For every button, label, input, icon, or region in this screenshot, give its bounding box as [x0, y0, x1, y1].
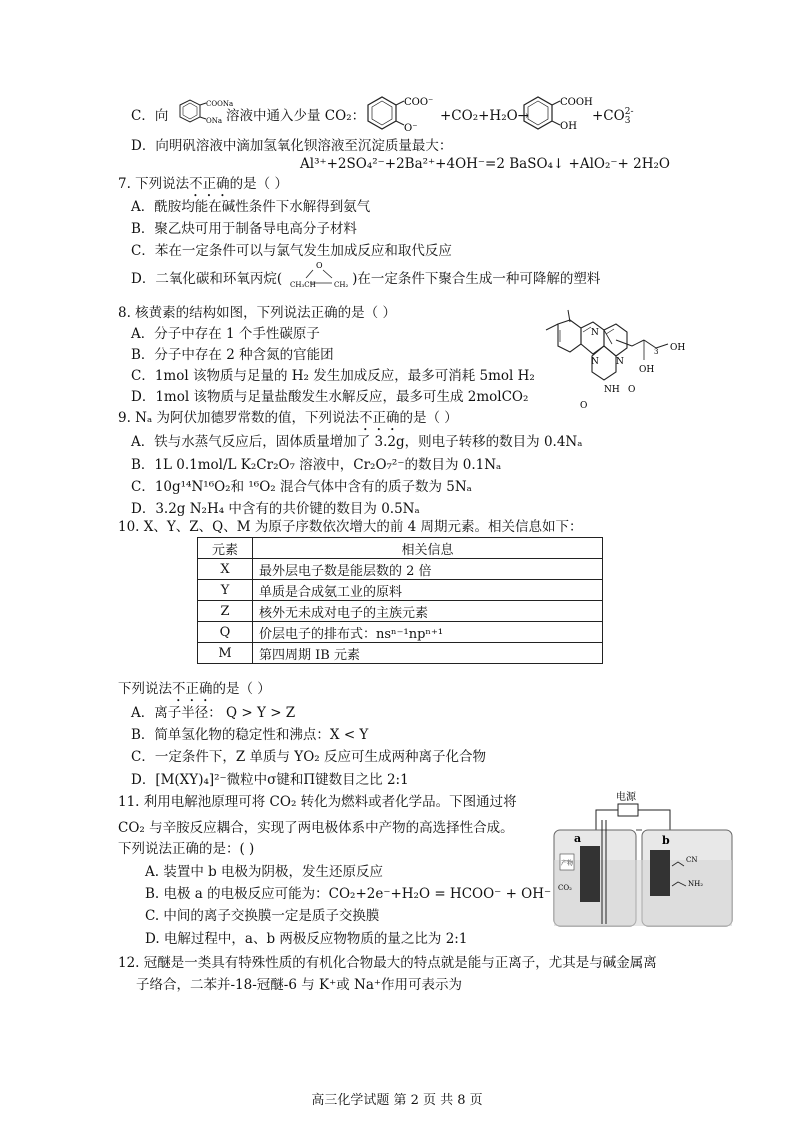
- q9-option-c: C．10g¹⁴N¹⁶O₂和 ¹⁶O₂ 混合气体中含有的质子数为 5Nₐ: [131, 479, 472, 495]
- q8-option-d: D．1mol 该物质与足量盐酸发生水解反应，最多可生成 2molCO₂: [131, 389, 529, 405]
- riboflavin-3: 3: [654, 348, 659, 356]
- q11-option-b: B. 电极 a 的电极反应可能为：CO₂+2e⁻+H₂O = HCOO⁻ + OH⁻: [145, 886, 552, 902]
- epoxide-o: O: [316, 261, 323, 270]
- label-cooh: COOH: [560, 97, 593, 108]
- page-footer: 高三化学试题 第 2 页 共 8 页: [311, 1093, 483, 1108]
- table-cell: X: [198, 559, 253, 580]
- label-coo-minus: COO⁻: [404, 97, 434, 108]
- q9-stem: 9. Nₐ 为阿伏加德罗常数的值，下列说法不正确的是（ ）: [118, 410, 458, 426]
- amine-label: NH₂: [688, 880, 704, 888]
- epoxide-ch3ch: CH₃CH: [290, 281, 316, 289]
- q10-question: 下列说法不正确的是（ ）: [118, 681, 271, 697]
- power-supply-label: 电源: [616, 792, 636, 803]
- q10-option-b: B．简单氢化物的稳定性和沸点：X < Y: [131, 727, 369, 743]
- nitrile-label: CN: [686, 856, 698, 864]
- q11-stem-3: 下列说法正确的是：( ): [118, 841, 255, 857]
- q12-line-2: 子络合，二苯并-18-冠醚-6 与 K⁺或 Na⁺作用可表示为: [136, 977, 463, 993]
- q10-option-a: A．离子半径： Q > Y > Z: [131, 705, 296, 721]
- q7-option-a: A．酰胺均能在碱性条件下水解得到氨气: [131, 199, 371, 215]
- q8-option-c: C．1mol 该物质与足量的 H₂ 发生加成反应，最多可消耗 5mol H₂: [131, 368, 535, 384]
- table-row: [198, 580, 603, 601]
- table-header-cell: 元素: [198, 538, 253, 559]
- q6-d-equation: Al³⁺+2SO₄²⁻+2Ba²⁺+4OH⁻=2 BaSO₄↓ +AlO₂⁻+ 2H₂O: [300, 156, 670, 172]
- q8-stem: 8. 核黄素的结构如图，下列说法正确的是（ ）: [118, 305, 396, 321]
- q6-c-tail2: +CO 2- 3: [592, 106, 634, 126]
- table-cell: Y: [198, 580, 253, 601]
- q9-option-a: A．铁与水蒸气反应后，固体质量增加了 3.2g，则电子转移的数目为 0.4Nₐ: [131, 434, 583, 450]
- salicylate-ion-structure: [360, 93, 440, 135]
- q6-d-text: D．向明矾溶液中滴加氢氧化钡溶液至沉淀质量最大：: [131, 138, 453, 154]
- q6-c-tail1: +CO₂+H₂O→: [440, 108, 529, 124]
- riboflavin-o2: O: [628, 385, 636, 395]
- table-cell: Q: [198, 622, 253, 643]
- riboflavin-n1: N: [591, 328, 599, 338]
- riboflavin-oh1: OH: [670, 343, 686, 353]
- label-coona: COONa: [206, 100, 234, 108]
- q6-c-prefix: C．向: [131, 108, 169, 124]
- table-cell: Z: [198, 601, 253, 622]
- riboflavin-structure: [536, 300, 696, 420]
- label-ona: ONa: [206, 117, 223, 125]
- table-row: [198, 559, 603, 580]
- salicylic-acid-structure: [516, 93, 592, 135]
- label-oh: OH: [560, 121, 577, 132]
- q7-option-b: B．聚乙炔可用于制备导电高分子材料: [131, 221, 357, 237]
- q11-stem-1: 11. 利用电解池原理可将 CO₂ 转化为燃料或者化学品。下图通过将: [118, 794, 517, 810]
- q9-option-d: D．3.2g N₂H₄ 中含有的共价键的数目为 0.5Nₐ: [131, 501, 420, 517]
- electrode-b-label: b: [662, 834, 670, 847]
- table-cell: 单质是合成氨工业的原料: [253, 580, 603, 601]
- electrode-a-label: a: [574, 832, 582, 845]
- salicylate-salt-structure: [166, 97, 234, 135]
- electrolysis-cell-figure: [546, 790, 746, 930]
- riboflavin-n3: N: [616, 357, 624, 367]
- epoxypropane-structure: [286, 258, 358, 290]
- q12-line-1: 12. 冠醚是一类具有特殊性质的有机化合物最大的特点就是能与正离子，尤其是与碱金属离: [118, 955, 657, 971]
- riboflavin-nh: NH: [604, 385, 620, 395]
- q9-option-b: B．1L 0.1mol/L K₂Cr₂O₇ 溶液中，Cr₂O₇²⁻的数目为 0.1Nₐ: [131, 457, 502, 473]
- q11-option-d: D. 电解过程中，a、b 两极反应物物质的量之比为 2:1: [145, 931, 468, 947]
- table-row: [198, 601, 603, 622]
- element-info-table: [197, 537, 603, 664]
- q7-option-d: D．二氧化碳和环氧丙烷( )在一定条件下聚合生成一种可降解的塑料: [131, 271, 601, 287]
- table-row: [198, 643, 603, 664]
- table-cell: 最外层电子数是能层数的 2 倍: [253, 559, 603, 580]
- q11-stem-2: CO₂ 与辛胺反应耦合，实现了两电极体系中产物的高选择性合成。: [118, 820, 514, 836]
- q11-option-a: A. 装置中 b 电极为阴极，发生还原反应: [145, 864, 384, 880]
- q11-option-c: C. 中间的离子交换膜一定是质子交换膜: [145, 908, 380, 924]
- table-cell: 价层电子的排布式：nsⁿ⁻¹npⁿ⁺¹: [253, 622, 603, 643]
- table-header-row: [198, 538, 603, 559]
- q10-option-c: C．一定条件下，Z 单质与 YO₂ 反应可生成两种离子化合物: [131, 749, 486, 765]
- q7-option-c: C．苯在一定条件可以与氯气发生加成反应和取代反应: [131, 243, 452, 259]
- epoxide-ch2: CH₂: [334, 281, 349, 289]
- product-label: 产物: [561, 860, 574, 867]
- co2-label: CO₂: [558, 884, 572, 892]
- label-o-minus: O⁻: [404, 123, 418, 134]
- q8-option-b: B．分子中存在 2 种含氮的官能团: [131, 347, 334, 363]
- riboflavin-oh2: OH: [639, 365, 655, 375]
- q8-option-a: A．分子中存在 1 个手性碳原子: [131, 326, 320, 342]
- q10-stem: 10. X、Y、Z、Q、M 为原子序数依次增大的前 4 周期元素。相关信息如下：: [118, 519, 583, 535]
- table-row: [198, 622, 603, 643]
- table-cell: 第四周期 IB 元素: [253, 643, 603, 664]
- q6-c-middle: 溶液中通入少量 CO₂：: [226, 108, 366, 124]
- table-cell: M: [198, 643, 253, 664]
- riboflavin-n2: N: [591, 357, 599, 367]
- riboflavin-o1: O: [580, 401, 588, 411]
- table-header-cell: 相关信息: [253, 538, 603, 559]
- q7-stem: 7. 下列说法不正确的是（ ）: [118, 176, 288, 192]
- table-cell: 核外无未成对电子的主族元素: [253, 601, 603, 622]
- q10-option-d: D．[M(XY)₄]²⁻微粒中σ键和Π键数目之比 2:1: [131, 772, 409, 788]
